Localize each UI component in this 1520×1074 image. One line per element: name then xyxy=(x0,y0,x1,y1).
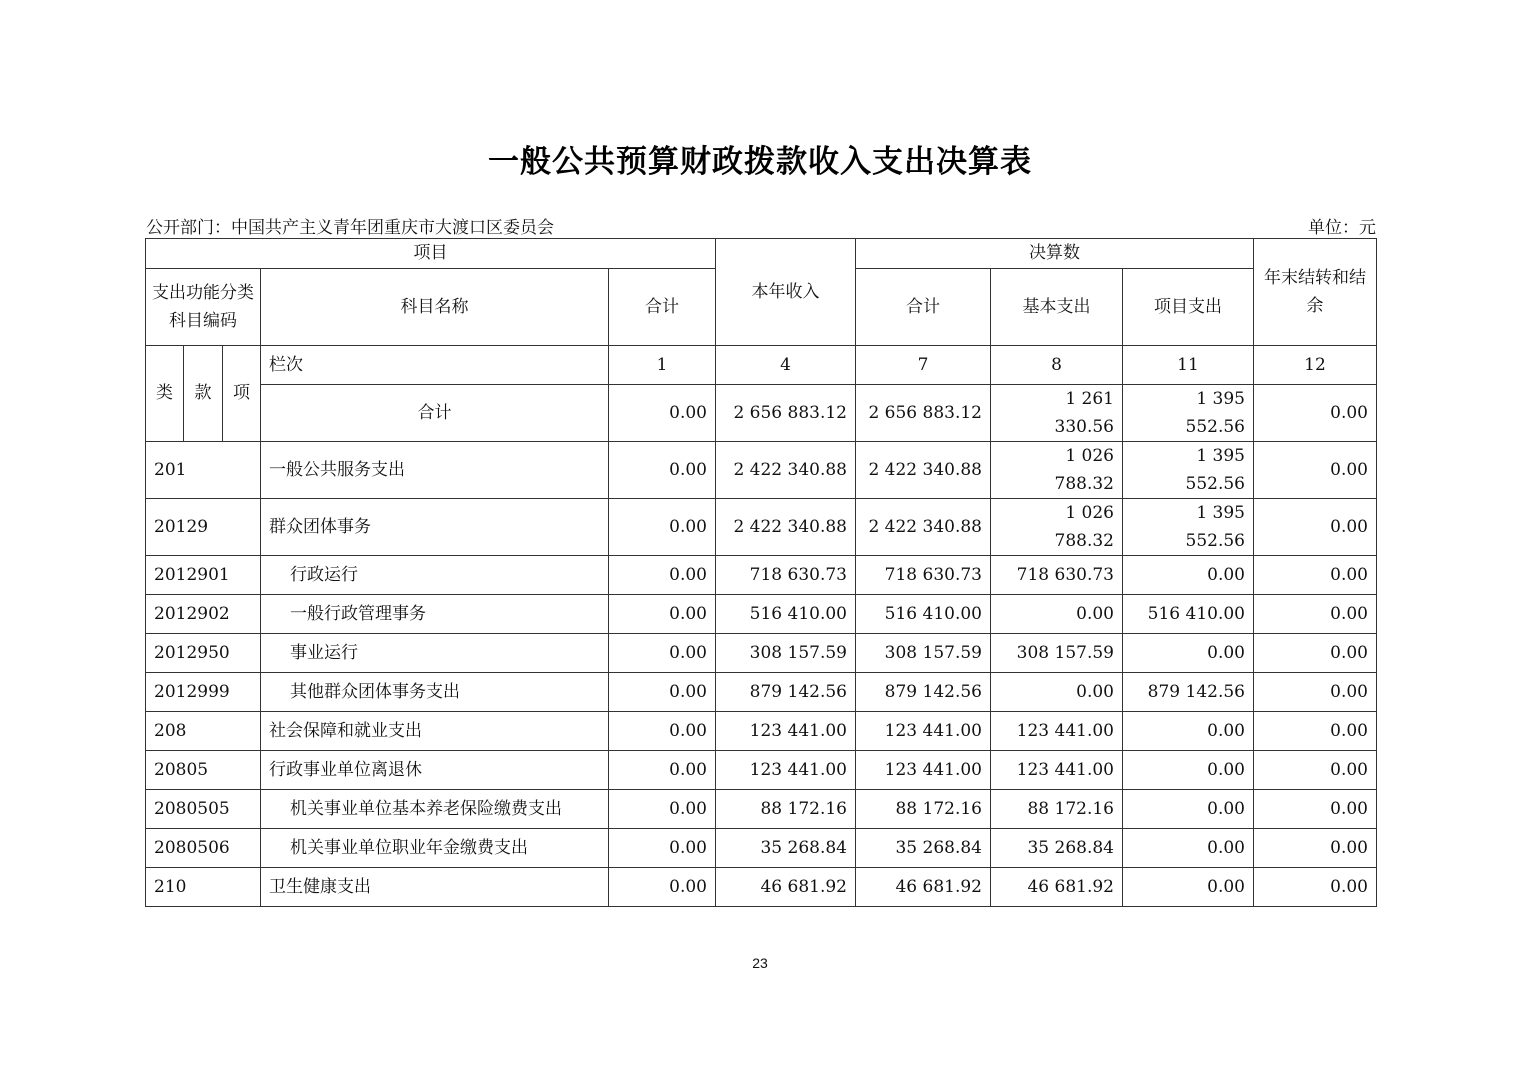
row-basic-line2: 788.32 xyxy=(1054,474,1114,494)
total-row-project-line1: 1 395 xyxy=(1196,389,1245,409)
total-row-label: 合计 xyxy=(261,385,609,442)
unit-label: 单位：元 xyxy=(1308,218,1376,238)
table-row xyxy=(146,673,1377,712)
header-project-expense: 项目支出 xyxy=(1123,269,1254,346)
row-code: 2080505 xyxy=(146,790,261,829)
row-balance: 0.00 xyxy=(1254,829,1377,868)
header-year-end-balance: 年末结转和结余 xyxy=(1254,239,1377,346)
row-income: 2 422 340.88 xyxy=(716,442,856,499)
row-total: 0.00 xyxy=(609,595,716,634)
table-row xyxy=(146,829,1377,868)
row-balance: 0.00 xyxy=(1254,868,1377,907)
row-project: 0.00 xyxy=(1123,634,1254,673)
col-num-12: 12 xyxy=(1254,346,1377,385)
col-num-1: 1 xyxy=(609,346,716,385)
header-basic-expense: 基本支出 xyxy=(991,269,1123,346)
row-name: 行政事业单位离退休 xyxy=(261,751,609,790)
row-decision-total: 46 681.92 xyxy=(856,868,991,907)
row-basic xyxy=(991,499,1123,556)
row-income: 516 410.00 xyxy=(716,595,856,634)
row-name: 其他群众团体事务支出 xyxy=(261,673,609,712)
header-current-income: 本年收入 xyxy=(716,239,856,346)
row-project-line1: 1 395 xyxy=(1196,503,1245,523)
row-name: 群众团体事务 xyxy=(261,499,609,556)
row-income: 123 441.00 xyxy=(716,712,856,751)
row-name: 一般行政管理事务 xyxy=(261,595,609,634)
table-row xyxy=(146,634,1377,673)
total-row-project xyxy=(1123,385,1254,442)
row-project: 0.00 xyxy=(1123,751,1254,790)
col-num-7: 7 xyxy=(856,346,991,385)
row-decision-total: 123 441.00 xyxy=(856,712,991,751)
row-decision-total: 35 268.84 xyxy=(856,829,991,868)
row-project xyxy=(1123,499,1254,556)
header-xiang: 项 xyxy=(223,346,261,442)
row-code: 210 xyxy=(146,868,261,907)
table-row xyxy=(146,556,1377,595)
table-row xyxy=(146,868,1377,907)
row-income: 879 142.56 xyxy=(716,673,856,712)
row-name: 机关事业单位职业年金缴费支出 xyxy=(261,829,609,868)
row-code: 2012999 xyxy=(146,673,261,712)
row-decision-total: 2 422 340.88 xyxy=(856,442,991,499)
row-total: 0.00 xyxy=(609,673,716,712)
row-decision-total: 88 172.16 xyxy=(856,790,991,829)
row-code: 201 xyxy=(146,442,261,499)
total-row-income: 2 656 883.12 xyxy=(716,385,856,442)
row-basic: 123 441.00 xyxy=(991,712,1123,751)
table-row xyxy=(146,499,1377,556)
row-total: 0.00 xyxy=(609,556,716,595)
row-basic: 46 681.92 xyxy=(991,868,1123,907)
row-name: 事业运行 xyxy=(261,634,609,673)
row-total: 0.00 xyxy=(609,790,716,829)
row-basic: 35 268.84 xyxy=(991,829,1123,868)
row-basic-line1: 1 026 xyxy=(1065,446,1114,466)
row-decision-total: 516 410.00 xyxy=(856,595,991,634)
table-row xyxy=(146,712,1377,751)
row-total: 0.00 xyxy=(609,712,716,751)
row-decision-total: 308 157.59 xyxy=(856,634,991,673)
total-row xyxy=(146,385,1377,442)
row-name: 行政运行 xyxy=(261,556,609,595)
table-row xyxy=(146,790,1377,829)
total-row-project-line2: 552.56 xyxy=(1185,417,1245,437)
column-order-row xyxy=(146,346,1377,385)
header-row-1 xyxy=(146,239,1377,269)
col-num-4: 4 xyxy=(716,346,856,385)
row-income: 2 422 340.88 xyxy=(716,499,856,556)
row-balance: 0.00 xyxy=(1254,790,1377,829)
row-project: 0.00 xyxy=(1123,829,1254,868)
row-balance: 0.00 xyxy=(1254,751,1377,790)
header-final-count: 决算数 xyxy=(856,239,1254,269)
row-decision-total: 879 142.56 xyxy=(856,673,991,712)
row-basic: 718 630.73 xyxy=(991,556,1123,595)
row-decision-total: 123 441.00 xyxy=(856,751,991,790)
row-code: 2012950 xyxy=(146,634,261,673)
row-basic: 123 441.00 xyxy=(991,751,1123,790)
row-balance: 0.00 xyxy=(1254,499,1377,556)
row-code: 20805 xyxy=(146,751,261,790)
row-name: 社会保障和就业支出 xyxy=(261,712,609,751)
total-row-basic-line2: 330.56 xyxy=(1054,417,1114,437)
row-project: 879 142.56 xyxy=(1123,673,1254,712)
header-lei: 类 xyxy=(146,346,184,442)
row-income: 46 681.92 xyxy=(716,868,856,907)
table-row xyxy=(146,595,1377,634)
row-decision-total: 718 630.73 xyxy=(856,556,991,595)
row-project: 0.00 xyxy=(1123,712,1254,751)
budget-table xyxy=(145,238,1377,907)
header-subject-name: 科目名称 xyxy=(261,269,609,346)
header-kuan: 款 xyxy=(184,346,223,442)
total-row-total: 0.00 xyxy=(609,385,716,442)
row-code: 2080506 xyxy=(146,829,261,868)
row-project: 516 410.00 xyxy=(1123,595,1254,634)
row-name: 机关事业单位基本养老保险缴费支出 xyxy=(261,790,609,829)
column-order-label: 栏次 xyxy=(261,346,609,385)
row-income: 35 268.84 xyxy=(716,829,856,868)
row-code: 208 xyxy=(146,712,261,751)
row-income: 308 157.59 xyxy=(716,634,856,673)
row-decision-total: 2 422 340.88 xyxy=(856,499,991,556)
total-row-decision-total: 2 656 883.12 xyxy=(856,385,991,442)
department-label: 公开部门：中国共产主义青年团重庆市大渡口区委员会 xyxy=(146,218,554,238)
table-row xyxy=(146,751,1377,790)
header-decision-total: 合计 xyxy=(856,269,991,346)
header-total: 合计 xyxy=(609,269,716,346)
row-balance: 0.00 xyxy=(1254,673,1377,712)
total-row-basic xyxy=(991,385,1123,442)
row-balance: 0.00 xyxy=(1254,442,1377,499)
col-num-11: 11 xyxy=(1123,346,1254,385)
row-total: 0.00 xyxy=(609,499,716,556)
row-total: 0.00 xyxy=(609,442,716,499)
header-func-code: 支出功能分类科目编码 xyxy=(146,269,261,346)
row-code: 20129 xyxy=(146,499,261,556)
row-name: 卫生健康支出 xyxy=(261,868,609,907)
page-title: 一般公共预算财政拨款收入支出决算表 xyxy=(488,144,1032,180)
row-project-line2: 552.56 xyxy=(1185,474,1245,494)
row-basic-line2: 788.32 xyxy=(1054,531,1114,551)
row-project-line2: 552.56 xyxy=(1185,531,1245,551)
row-total: 0.00 xyxy=(609,868,716,907)
total-row-balance: 0.00 xyxy=(1254,385,1377,442)
row-total: 0.00 xyxy=(609,634,716,673)
row-basic: 88 172.16 xyxy=(991,790,1123,829)
row-balance: 0.00 xyxy=(1254,556,1377,595)
row-total: 0.00 xyxy=(609,751,716,790)
row-income: 123 441.00 xyxy=(716,751,856,790)
row-income: 718 630.73 xyxy=(716,556,856,595)
total-row-basic-line1: 1 261 xyxy=(1065,389,1114,409)
row-balance: 0.00 xyxy=(1254,595,1377,634)
row-balance: 0.00 xyxy=(1254,634,1377,673)
row-basic xyxy=(991,442,1123,499)
row-project: 0.00 xyxy=(1123,868,1254,907)
row-code: 2012902 xyxy=(146,595,261,634)
header-project: 项目 xyxy=(146,239,716,269)
row-basic: 0.00 xyxy=(991,673,1123,712)
row-income: 88 172.16 xyxy=(716,790,856,829)
page-number: 23 xyxy=(752,955,768,971)
row-project: 0.00 xyxy=(1123,556,1254,595)
row-project: 0.00 xyxy=(1123,790,1254,829)
row-balance: 0.00 xyxy=(1254,712,1377,751)
row-basic: 0.00 xyxy=(991,595,1123,634)
row-code: 2012901 xyxy=(146,556,261,595)
row-name: 一般公共服务支出 xyxy=(261,442,609,499)
row-total: 0.00 xyxy=(609,829,716,868)
row-basic: 308 157.59 xyxy=(991,634,1123,673)
row-project xyxy=(1123,442,1254,499)
row-basic-line1: 1 026 xyxy=(1065,503,1114,523)
table-row xyxy=(146,442,1377,499)
row-project-line1: 1 395 xyxy=(1196,446,1245,466)
col-num-8: 8 xyxy=(991,346,1123,385)
